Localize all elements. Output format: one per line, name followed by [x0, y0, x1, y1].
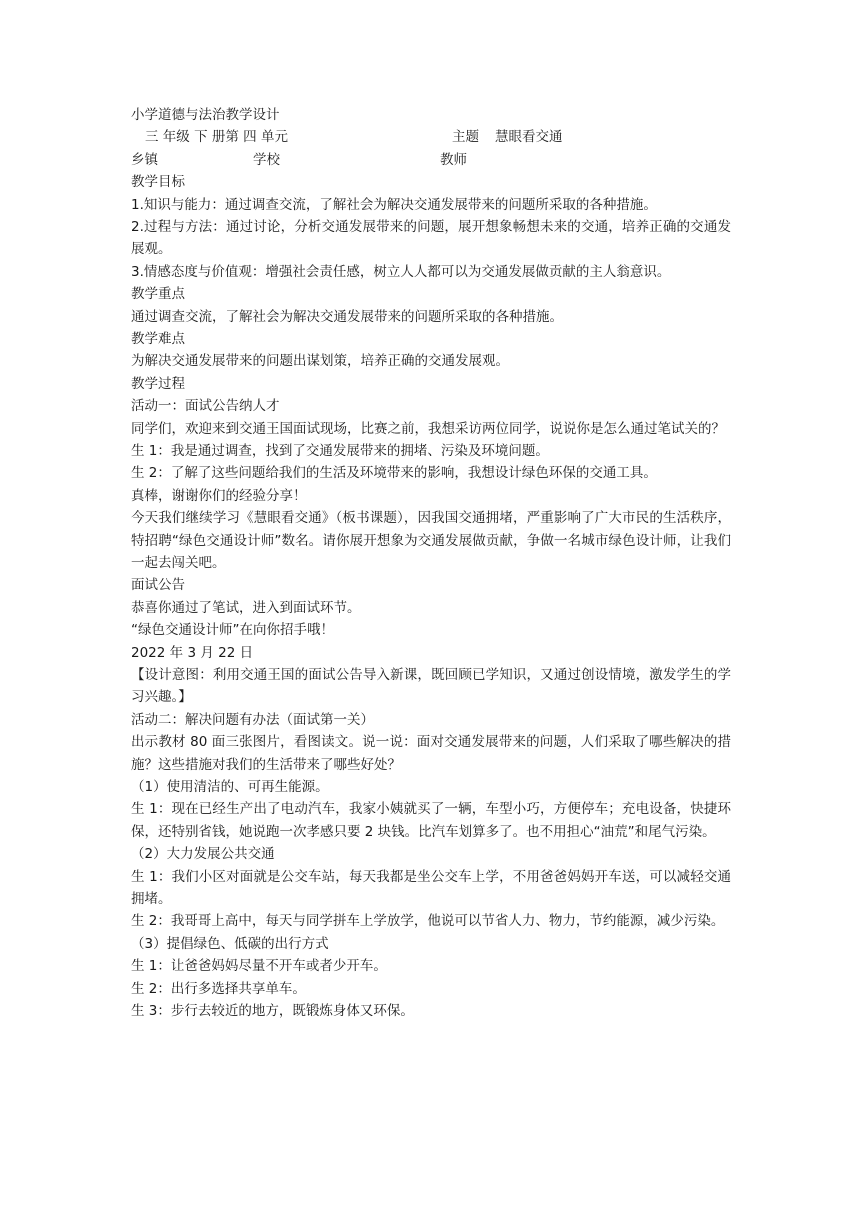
student-response: 生 2：我哥哥上高中，每天与同学拼车上学放学，他说可以节省人力、物力，节约能源，减少污染。 — [131, 913, 725, 930]
design-intent: 【设计意图：利用交通王国的面试公告导入新课，既回顾已学知识，又通过创设情境，激发学生的学习兴趣。】 — [131, 667, 731, 706]
measure-title: （1）使用清洁的、可再生能源。 — [131, 779, 329, 796]
difficult-point-text: 为解决交通发展带来的问题出谋划策，培养正确的交通发展观。 — [131, 353, 509, 370]
school-label: 学校 — [253, 151, 280, 168]
teacher-label: 教师 — [440, 151, 467, 168]
notice-date: 2022 年 3 月 22 日 — [131, 644, 254, 661]
student-response: 生 2：出行多选择共享单车。 — [131, 980, 306, 997]
grade-topic-row — [131, 126, 731, 148]
student-response: 生 1：我是通过调查，找到了交通发展带来的拥堵、污染及环境问题。 — [131, 442, 549, 459]
grade-unit: 三 年级 下 册第 四 单元 — [145, 129, 288, 146]
student-response: 生 1：让爸爸妈妈尽量不开车或者少开车。 — [131, 958, 387, 975]
teacher-praise: 真棒，谢谢你们的经验分享！ — [131, 487, 307, 504]
objective-item: 2.过程与方法：通过讨论，分析交通发展带来的问题，展开想象畅想未来的交通，培养正确的交通发展观。 — [131, 218, 731, 258]
student-response: 生 2：了解了这些问题给我们的生活及环境带来的影响，我想设计绿色环保的交通工具。 — [131, 465, 657, 482]
measure-title: （3）提倡绿色、低碳的出行方式 — [131, 935, 329, 952]
process-heading: 教学过程 — [131, 375, 185, 392]
document-title: 小学道德与法治教学设计 — [131, 107, 280, 123]
difficult-point-heading: 教学难点 — [131, 330, 185, 347]
notice-line: “绿色交通设计师”在向你招手哦！ — [131, 622, 334, 639]
student-response: 生 3：步行去较近的地方，既锻炼身体又环保。 — [131, 1003, 414, 1020]
student-response: 生 1：现在已经生产出了电动汽车，我家小姨就买了一辆，车型小巧，方便停车；充电设备，快捷环保，还特别省钱，她说跑一次孝感只要 2 块钱。比汽车划算多了。也不用担心“油荒”和尾气污染。 — [131, 801, 731, 840]
notice-line: 恭喜你通过了笔试，进入到面试环节。 — [131, 599, 361, 616]
student-response: 生 1：我们小区对面就是公交车站，每天我都是坐公交车上学，不用爸爸妈妈开车送，可以减轻交通拥堵。 — [131, 868, 731, 908]
objective-item: 3.情感态度与价值观：增强社会责任感，树立人人都可以为交通发展做贡献的主人翁意识。 — [131, 263, 671, 280]
activity1-lead: 今天我们继续学习《慧眼看交通》（板书课题），因我国交通拥堵，严重影响了广大市民的生活秩序，特招聘“绿色交通设计师”数名。请你展开想象为交通发展做贡献，争做一名城市绿色设计师，让我们一起去闯关吧。 — [131, 510, 731, 571]
activity1-title: 活动一：面试公告纳人才 — [131, 398, 280, 415]
key-point-heading: 教学重点 — [131, 286, 185, 303]
school-info-row — [131, 149, 731, 171]
notice-title: 面试公告 — [131, 577, 185, 594]
lesson-plan-body — [131, 104, 731, 1022]
topic-value: 慧眼看交通 — [495, 129, 563, 146]
objectives-heading: 教学目标 — [131, 174, 185, 191]
key-point-text: 通过调查交流，了解社会为解决交通发展带来的问题所采取的各种措施。 — [131, 308, 563, 325]
activity1-intro: 同学们，欢迎来到交通王国面试现场，比赛之前，我想采访两位同学，说说你是怎么通过笔试关的？ — [131, 420, 725, 437]
measure-title: （2）大力发展公共交通 — [131, 846, 275, 863]
objective-item: 1.知识与能力：通过调查交流，了解社会为解决交通发展带来的问题所采取的各种措施。 — [131, 196, 657, 213]
township-label: 乡镇 — [131, 151, 158, 168]
activity2-intro: 出示教材 80 面三张图片，看图读文。说一说：面对交通发展带来的问题，人们采取了哪些解决的措施？这些措施对我们的生活带来了哪些好处？ — [131, 734, 731, 773]
topic-label: 主题 — [452, 129, 479, 146]
activity2-title: 活动二：解决问题有办法（面试第一关） — [131, 711, 374, 728]
